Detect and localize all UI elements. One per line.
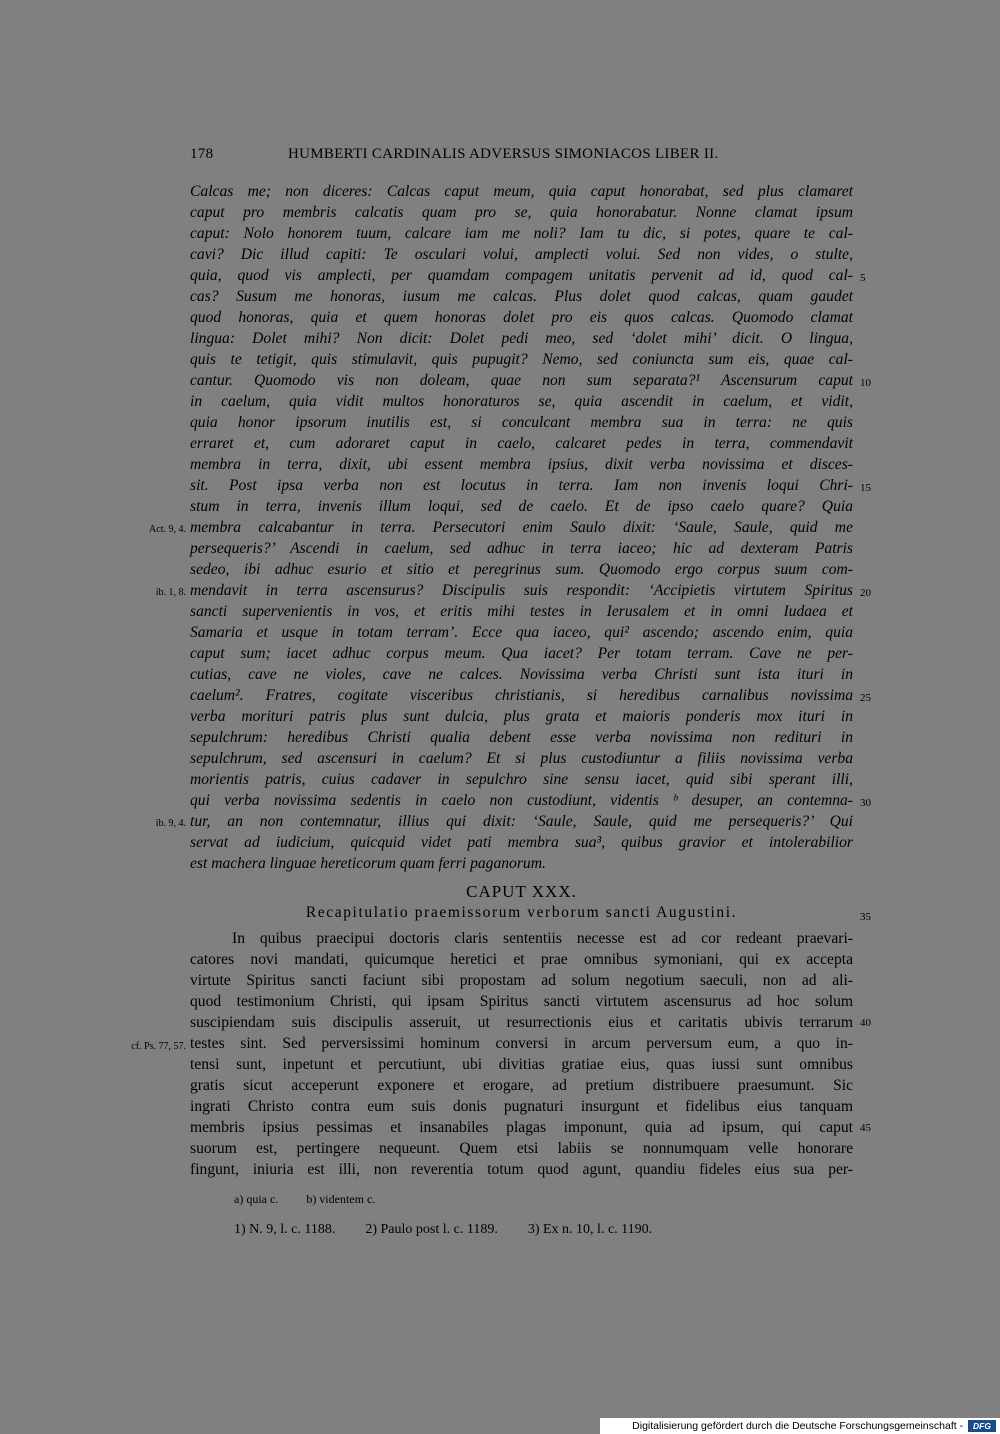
text-line: sedeo, ibi adhuc esurio et sitio et peregrinus sum. Quomodo ergo corpus suum com- xyxy=(190,561,853,578)
line-number: 15 xyxy=(860,482,871,494)
running-title: HUMBERTI CARDINALIS ADVERSUS SIMONIACOS LIBER II. xyxy=(288,146,719,162)
text-line: Calcas me; non diceres: Calcas caput meum, quia caput honorabat, sed plus clamaret xyxy=(190,183,853,200)
text-line: cantur. Quomodo vis non doleam, quae non sum separata?¹ Ascensurum caput xyxy=(190,372,853,389)
text-line: caput sum; iacet adhuc corpus meum. Qua iacet? Per totam terram. Cave ne per- xyxy=(190,645,853,662)
line-number: 5 xyxy=(860,272,866,284)
text-line: morientis patris, cuius cadaver in sepulchro sine sensu iacet, quid sibi sperant illi, xyxy=(190,771,853,788)
text-line: testes sint. Sed perversissimi hominum conversi in arcum perversum eum, a quo in- xyxy=(190,1035,853,1052)
text-line: In quibus praecipui doctoris claris sententiis necesse est ad cor redeant praevari- xyxy=(232,930,853,947)
apparatus-note: b) videntem c. xyxy=(306,1192,376,1206)
text-line: in caelum, quia vidit multos honoraturos se, quia ascendit in caelum, et vidit, xyxy=(190,393,853,410)
text-line: suscipiendam suis discipulis asseruit, ut resurrectionis eius et caritatis ubivis terrarum xyxy=(190,1014,853,1031)
text-line: Samaria et usque in totam terram’. Ecce qua iaceo, qui² ascendo; ascendo enim, quia xyxy=(190,624,853,641)
text-line: mendavit in terra ascensurus? Discipulis suis respondit: ‘Accipietis virtutem Spiritus xyxy=(190,582,853,599)
text-line: stum in terra, invenis illum loqui, sed de caelo. Et de ipso caelo quare? Quia xyxy=(190,498,853,515)
page-number: 178 xyxy=(190,146,214,162)
text-line: cutias, cave ne violes, cave ne calces. Novissima verba Christi sunt ista ituri in xyxy=(190,666,853,683)
text-line: caelum². Fratres, cogitate visceribus christianis, si heredibus carnalibus novissima xyxy=(190,687,853,704)
text-line: sepulchrum, sed ascensuri in caelum? Et si plus custodiuntur a filiis novissima verba xyxy=(190,750,853,767)
apparatus-notes xyxy=(234,1192,375,1207)
text-line: erraret et, cum adoraret caput in caelo, calcaret pedes in terra, commendavit xyxy=(190,435,853,452)
line-number: 30 xyxy=(860,797,871,809)
text-line: tur, an non contemnatur, illius qui dixit: ‘Saule, Saule, quid me persequeris?’ Qui xyxy=(190,813,853,830)
marginal-reference: Act. 9, 4. xyxy=(149,524,186,535)
text-line: membris ipsius pessimas et insanabiles plagas imponunt, quia ad ipsum, qui caput xyxy=(190,1119,853,1136)
text-line: sepulchrum: heredibus Christi qualia debent esse verba novissima non redituri in xyxy=(190,729,853,746)
text-line: servat ad iudicium, quicquid videt pati membra sua³, quibus gravior et intolerabilior xyxy=(190,834,853,851)
text-line: tensi sunt, inpetunt et percutiunt, ubi divitias gratiae eius, quas iussi sunt omnibus xyxy=(190,1056,853,1073)
footnote: 2) Paulo post l. c. 1189. xyxy=(365,1222,498,1237)
footnote: 3) Ex n. 10, l. c. 1190. xyxy=(527,1222,653,1237)
line-number: 35 xyxy=(860,911,871,923)
text-line: caput: Nolo honorem tuum, calcare iam me noli? Iam tu dic, si potes, quare te cal- xyxy=(190,225,853,242)
text-line: cas? Susum me honoras, iusum me calcas. Plus dolet quod calcas, quam gaudet xyxy=(190,288,853,305)
marginal-reference: ib. 9, 4. xyxy=(155,818,186,829)
text-line: fingunt, iniuria est illi, non reverentia totum quod agunt, quandiu fideles eius sua per- xyxy=(190,1161,853,1178)
text-line: quod honoras, quia et quem honoras dolet pro eis quos calcas. Quomodo clamat xyxy=(190,309,853,326)
footnotes xyxy=(234,1222,652,1238)
line-number: 45 xyxy=(860,1122,871,1134)
text-line: verba morituri patris plus sunt dulcia, plus grata et maioris ponderis mox ituri in xyxy=(190,708,853,725)
text-line: quis te tetigit, quis stimulavit, quis pupugit? Nemo, sed coniuncta sum eis, quae cal- xyxy=(190,351,853,368)
text-line: est machera linguae hereticorum quam ferri paganorum. xyxy=(190,855,546,872)
footnote: 1) N. 9, l. c. 1188. xyxy=(234,1222,336,1237)
text-line: gratis sicut acceperunt exponere et erogare, ad pretium distribuere praesumunt. Sic xyxy=(190,1077,853,1094)
text-line: quia honor ipsorum inutilis est, si conculcant membra sua in terra: ne quis xyxy=(190,414,853,431)
marginal-reference: ib. 1, 8. xyxy=(155,587,186,598)
text-line: quod testimonium Christi, qui ipsam Spiritus sancti virtutem ascensurus ad hoc solum xyxy=(190,993,853,1010)
funding-bar xyxy=(600,1418,1000,1434)
apparatus-note: a) quia c. xyxy=(234,1192,279,1206)
text-line: quia, quod vis amplecti, per quamdam compagem unitatis pervenit ad id, quod cal- xyxy=(190,267,853,284)
text-line: virtute Spiritus sancti faciunt sibi propostam ad solum negotium saeculi, non ad ali- xyxy=(190,972,853,989)
chapter-title: CAPUT XXX. xyxy=(466,882,577,901)
text-line: qui verba novissima sedentis in caelo non custodiunt, videntis ᵇ desuper, an contemna- xyxy=(190,792,853,809)
text-line: suorum est, pertingere nequeunt. Quem etsi labiis se nonnumquam velle honorare xyxy=(190,1140,853,1157)
marginal-reference: cf. Ps. 77, 57. xyxy=(131,1041,186,1052)
dfg-logo: DFG xyxy=(968,1420,996,1432)
line-number: 20 xyxy=(860,587,871,599)
text-line: persequeris?’ Ascendi in caelum, sed adhuc in terra iaceo; hic ad dexteram Patris xyxy=(190,540,853,557)
chapter-subtitle: Recapitulatio praemissorum verborum sancti Augustini. xyxy=(305,904,738,921)
text-line: membra calcabantur in terra. Persecutori enim Saulo dixit: ‘Saule, Saule, quid me xyxy=(190,519,853,536)
line-number: 40 xyxy=(860,1017,871,1029)
text-line: membra in terra, dixit, ubi essent membra ipsius, dixit verba novissima et disces- xyxy=(190,456,853,473)
text-line: cavi? Dic illud capiti: Te osculari volui, amplecti volui. Sed non vides, o stulte, xyxy=(190,246,853,263)
text-line: ingrati Christo contra eum suis donis pugnaturi insurgunt et fidelibus eius tanquam xyxy=(190,1098,853,1115)
line-number: 25 xyxy=(860,692,871,704)
funding-text: Digitalisierung gefördert durch die Deutsche Forschungsgemeinschaft - xyxy=(632,1420,964,1432)
running-header xyxy=(190,146,852,168)
text-line: sit. Post ipsa verba non est locutus in terra. Iam non invenis loqui Chri- xyxy=(190,477,853,494)
text-line: lingua: Dolet mihi? Non dicit: Dolet pedi meo, sed ‘dolet mihi’ dicit. O lingua, xyxy=(190,330,853,347)
text-line: sancti supervenientis in vos, et eritis mihi testes in Ierusalem et in omni Iudaea et xyxy=(190,603,853,620)
text-line: catores novi mandati, quicumque heretici et prae omnibus symoniani, qui ex accepta xyxy=(190,951,853,968)
text-line: caput pro membris calcatis quam pro se, quia honorabatur. Nonne clamat ipsum xyxy=(190,204,853,221)
line-number: 10 xyxy=(860,377,871,389)
